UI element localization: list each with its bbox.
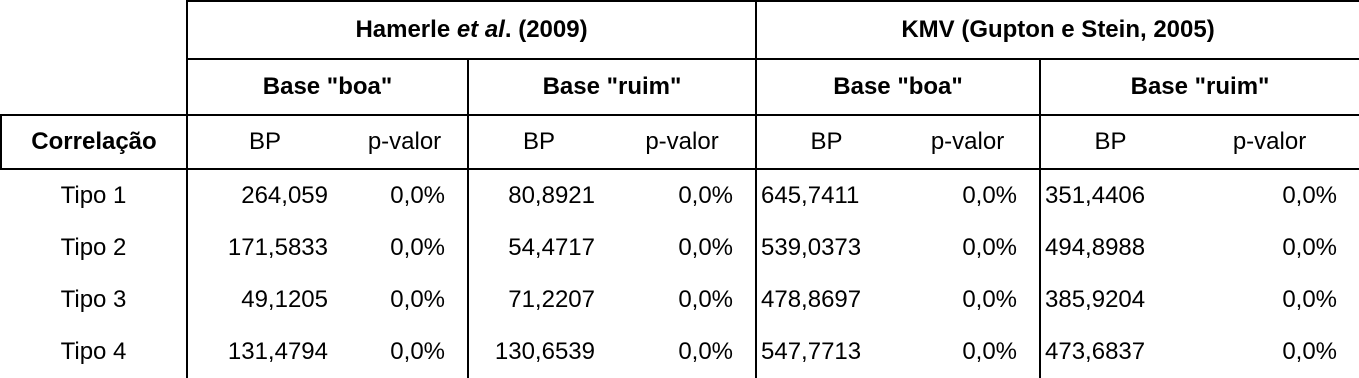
col-header-pvalor: p-valor	[896, 115, 1040, 169]
row-header-correlacao: Correlação	[1, 115, 187, 169]
cell-pvalor: 0,0%	[678, 286, 734, 313]
base-header: Base "boa"	[187, 59, 468, 115]
cell-bp: 539,0373	[756, 222, 896, 274]
cell-pvalor: 0,0%	[1282, 182, 1338, 209]
group-header-kmv: KMV (Gupton e Stein, 2005)	[756, 1, 1359, 59]
cell-pvalor: 0,0%	[390, 286, 445, 313]
cell-bp: 54,4717	[468, 222, 609, 274]
cell-pvalor: 0,0%	[1282, 338, 1338, 365]
cell-bp: 473,6837	[1040, 326, 1180, 378]
cell-bp: 645,7411	[756, 169, 896, 222]
base-header-row	[1, 59, 1359, 115]
group-prefix: Hamerle	[355, 16, 457, 43]
row-label: Tipo 3	[60, 286, 127, 313]
cell-pvalor: 0,0%	[390, 338, 445, 365]
cell-pvalor: 0,0%	[962, 286, 1018, 313]
cell-pvalor: 0,0%	[390, 182, 445, 209]
table-row	[1, 274, 1359, 326]
cell-bp: 71,2207	[468, 274, 609, 326]
col-header-pvalor: p-valor	[1180, 115, 1359, 169]
cell-pvalor: 0,0%	[1282, 234, 1338, 261]
cell-bp: 171,5833	[187, 222, 342, 274]
cell-pvalor: 0,0%	[390, 234, 445, 261]
empty-corner	[1, 59, 187, 115]
col-header-bp: BP	[756, 115, 896, 169]
cell-bp: 547,7713	[756, 326, 896, 378]
table-row	[1, 169, 1359, 222]
cell-bp: 80,8921	[468, 169, 609, 222]
row-label: Tipo 4	[60, 338, 127, 365]
cell-pvalor: 0,0%	[962, 234, 1018, 261]
row-label: Tipo 1	[60, 182, 127, 209]
col-header-bp: BP	[468, 115, 609, 169]
group-italic: et al	[456, 16, 505, 43]
cell-bp: 385,9204	[1040, 274, 1180, 326]
column-header-row	[1, 115, 1359, 169]
cell-bp: 478,8697	[756, 274, 896, 326]
cell-bp: 351,4406	[1040, 169, 1180, 222]
group-suffix: . (2009)	[504, 16, 588, 43]
group-header-hamerle	[187, 1, 756, 59]
col-header-pvalor: p-valor	[342, 115, 468, 169]
cell-bp: 264,059	[187, 169, 342, 222]
col-header-bp: BP	[187, 115, 342, 169]
table-row	[1, 222, 1359, 274]
table-row	[1, 326, 1359, 378]
col-header-bp: BP	[1040, 115, 1180, 169]
base-header: Base "ruim"	[468, 59, 756, 115]
base-header: Base "boa"	[756, 59, 1040, 115]
cell-bp: 130,6539	[468, 326, 609, 378]
col-header-pvalor: p-valor	[609, 115, 756, 169]
group-header-row	[1, 1, 1359, 59]
cell-bp: 494,8988	[1040, 222, 1180, 274]
cell-pvalor: 0,0%	[678, 234, 734, 261]
cell-pvalor: 0,0%	[1282, 286, 1338, 313]
cell-pvalor: 0,0%	[962, 182, 1018, 209]
empty-corner	[1, 1, 187, 59]
cell-bp: 49,1205	[187, 274, 342, 326]
row-label: Tipo 2	[60, 234, 127, 261]
cell-pvalor: 0,0%	[678, 182, 734, 209]
cell-pvalor: 0,0%	[962, 338, 1018, 365]
cell-pvalor: 0,0%	[678, 338, 734, 365]
base-header: Base "ruim"	[1040, 59, 1359, 115]
cell-bp: 131,4794	[187, 326, 342, 378]
